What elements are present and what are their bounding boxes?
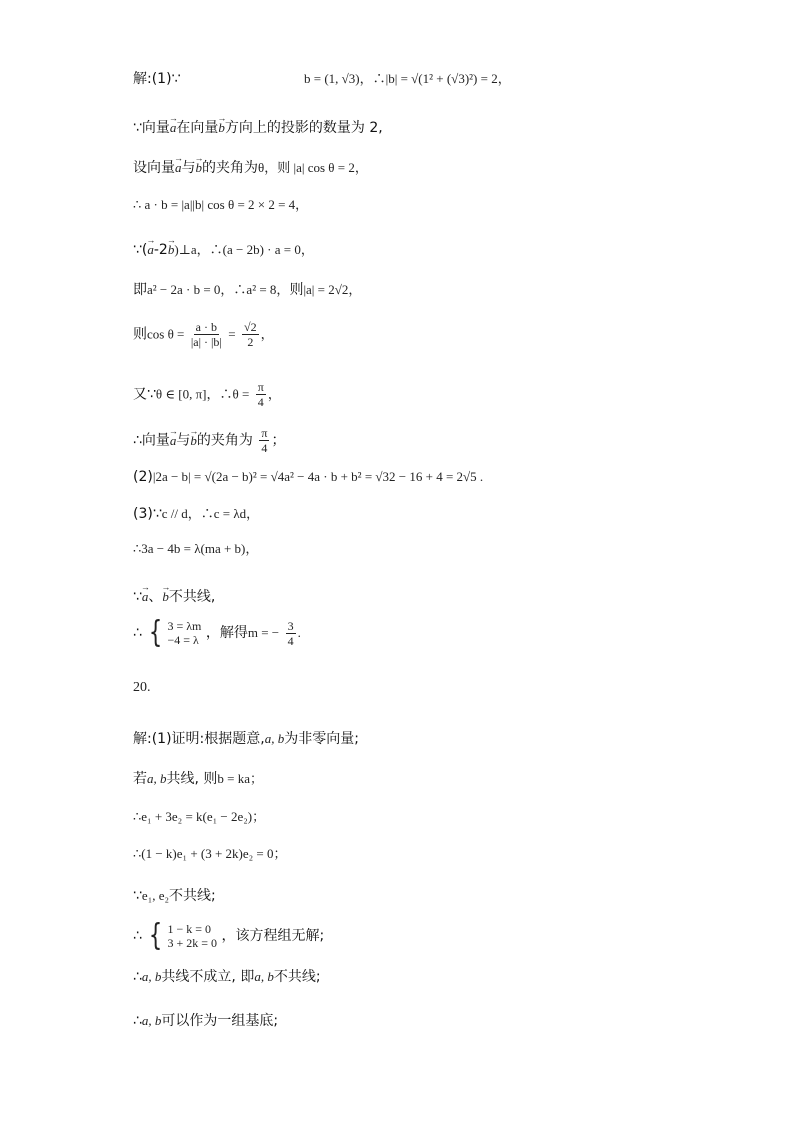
line-4: ∴ a · b = |a||b| cos θ = 2 × 2 = 4，	[133, 197, 309, 212]
vector-a: → a	[147, 237, 154, 259]
line-13: ∵→ a、→ b不共线,	[133, 584, 215, 606]
fraction: $\frac{\pi}{4}$	[257, 380, 264, 409]
vector-a: → a	[142, 584, 149, 606]
line-23: ∴a, b可以作为一组基底;	[133, 1013, 279, 1029]
line-3: 设向量→ a与→ b的夹角为θ，则 |a| cos θ = 2，	[133, 155, 368, 177]
line-20: ∵e₁, e₂不共线;	[133, 888, 216, 904]
equation-system: { 1 − k = 0 3 + 2k = 0	[149, 918, 218, 953]
line-17: 若a, b共线, 则b = ka；	[133, 771, 264, 787]
question-number: 20.	[133, 680, 151, 695]
line-8: 又∵θ ∈ [0, π]，∴θ = $\frac{\pi}{4}$ ，	[133, 380, 281, 409]
vector-b: → b	[162, 584, 169, 606]
fraction: $\frac{√2}{2}$	[244, 320, 257, 349]
line-10: (2)|2a − b| = √(2a − b)² = √4a² − 4a · b + b² = √32 − 16 + 4 = 2√5 .	[133, 469, 484, 485]
vector-b: → b	[196, 155, 203, 177]
line-14: ∴ { 3 = λm −4 = λ ，解得m = − $\frac{3}{4}$ .	[133, 615, 301, 650]
line-19: ∴(1 − k)e₁ + (3 + 2k)e₂ = 0；	[133, 846, 287, 861]
line-22: ∴a, b共线不成立, 即a, b不共线;	[133, 969, 321, 985]
line-18: ∴e₁ + 3e₂ = k(e₁ − 2e₂)；	[133, 809, 266, 824]
vector-a: → a	[170, 428, 177, 450]
line-6: 即a² − 2a · b = 0，∴a² = 8，则|a| = 2√2，	[133, 282, 362, 298]
line-2: ∵向量→ a在向量→ b方向上的投影的数量为 2,	[133, 115, 383, 137]
line-21: ∴ { 1 − k = 0 3 + 2k = 0 ，该方程组无解;	[133, 918, 325, 953]
vector-b: → b	[190, 428, 197, 450]
math-b-magnitude: b = (1, √3)，∴|b| = √(1² + (√3)²) = 2，	[304, 71, 511, 86]
line-9: ∴向量→ a与→ b的夹角为 $\frac{\pi}{4}$ ；	[133, 426, 285, 455]
vector-b: → b	[168, 237, 175, 259]
equation-system: { 3 = λm −4 = λ	[149, 615, 202, 650]
line-12: ∴3a − 4b = λ(ma + b)，	[133, 541, 259, 556]
line-11: (3)∵c // d，∴c = λd，	[133, 506, 260, 522]
line-7: 则cos θ = $\frac{a \cdot b}{|a| \cdot |b|}$ = $\frac{√2}{2}$ ，	[133, 320, 274, 349]
vector-a: → a	[175, 155, 182, 177]
fraction: $\frac{a \cdot b}{|a| \cdot |b|}$	[190, 320, 222, 349]
vector-b: → b	[218, 115, 225, 137]
fraction: $\frac{3}{4}$	[287, 618, 294, 648]
line-16: 解:(1)证明:根据题意,a, b为非零向量;	[133, 731, 359, 747]
line-1: 解:(1)∵ b = (1, √3)，∴|b| = √(1² + (√3)²) = 2，	[133, 71, 511, 87]
line-5: ∵(→ a-2→ b)⊥a，∴(a − 2b) · a = 0，	[133, 237, 314, 259]
vector-a: → a	[170, 115, 177, 137]
fraction: $\frac{\pi}{4}$	[261, 426, 268, 455]
